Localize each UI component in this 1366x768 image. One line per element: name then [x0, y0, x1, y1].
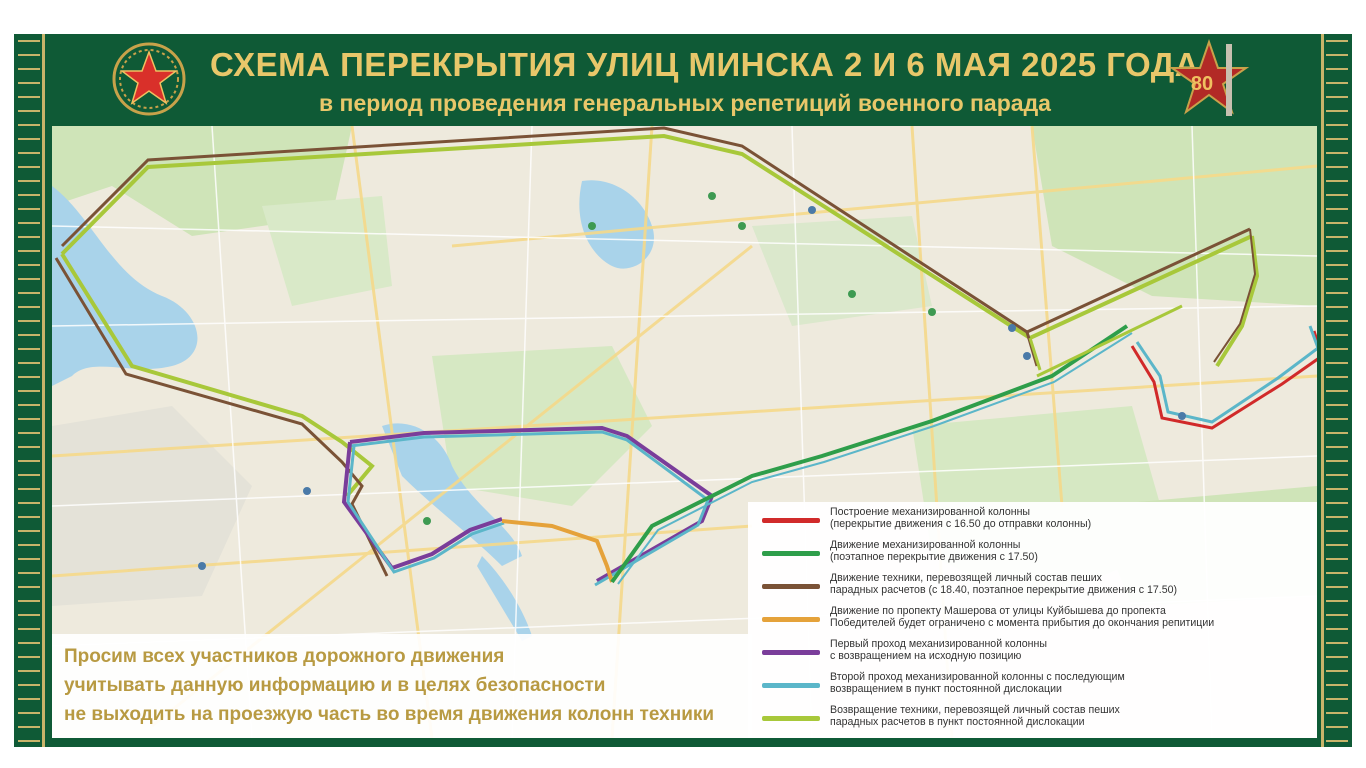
legend-item-green: [748, 539, 1317, 571]
page-title: СХЕМА ПЕРЕКРЫТИЯ УЛИЦ МИНСКА 2 И 6 МАЯ 2025 ГОДА: [210, 46, 1200, 83]
city-map: [52, 126, 1317, 738]
notice-line-2: учитывать данную информацию и в целях безопасности: [64, 675, 606, 696]
legend-swatch: [762, 617, 820, 622]
legend-item-red: [748, 506, 1317, 538]
legend-label: Построение механизированной колонны: [830, 506, 1031, 518]
anniversary-number: 80: [1190, 73, 1214, 95]
legend-item-brown: [748, 572, 1317, 604]
legend-label: возвращением в пункт постоянной дислокации: [830, 683, 1062, 695]
notice-line-3: не выходить на проезжую часть во время движения колонн техники: [64, 704, 715, 725]
ornament-border-left: [18, 34, 40, 747]
legend-swatch: [762, 584, 820, 589]
legend-swatch: [762, 551, 820, 556]
notice-line-1: Просим всех участников дорожного движения: [64, 646, 505, 667]
ornament-border-right: [1326, 34, 1348, 747]
border-line-right: [1321, 34, 1324, 747]
poster: [14, 34, 1352, 747]
legend-item-lime: [748, 704, 1317, 736]
legend-label: Первый проход механизированной колонны: [830, 638, 1047, 650]
map-legend: [748, 502, 1317, 738]
legend-item-orange: [748, 605, 1317, 637]
legend-label: Движение техники, перевозящей личный состав пеших: [830, 572, 1102, 584]
legend-swatch: [762, 716, 820, 721]
legend-label: Движение по пропекту Машерова от улицы Куйбышева до пропекта: [830, 605, 1166, 617]
legend-label: с возвращением на исходную позицию: [830, 650, 1022, 662]
legend-item-purple: [748, 638, 1317, 670]
border-line-left: [42, 34, 45, 747]
notice-panel: [52, 634, 752, 738]
legend-label: парадных расчетов в пункт постоянной дислокации: [830, 716, 1085, 728]
legend-swatch: [762, 650, 820, 655]
legend-swatch: [762, 518, 820, 523]
legend-label: Победителей будет ограничено с момента прибытия до окончания репитиции: [830, 617, 1215, 629]
legend-item-cyan: [748, 671, 1317, 703]
legend-label: Второй проход механизированной колонны с последующим: [830, 671, 1125, 683]
legend-swatch: [762, 683, 820, 688]
victory-80-emblem-icon: [1164, 38, 1254, 122]
legend-label: парадных расчетов (с 18.40, поэтапное перекрытие движения с 17.50): [830, 584, 1178, 596]
legend-label: (перекрытие движения с 16.50 до отправки колонны): [830, 518, 1092, 530]
legend-label: Движение механизированной колонны: [830, 539, 1021, 551]
legend-label: Возвращение техники, перевозящей личный состав пеших: [830, 704, 1120, 716]
page-subtitle: в период проведения генеральных репетиций военного парада: [319, 90, 1051, 116]
legend-label: (поэтапное перекрытие движения с 17.50): [830, 551, 1038, 563]
star-emblem-icon: [112, 42, 186, 116]
